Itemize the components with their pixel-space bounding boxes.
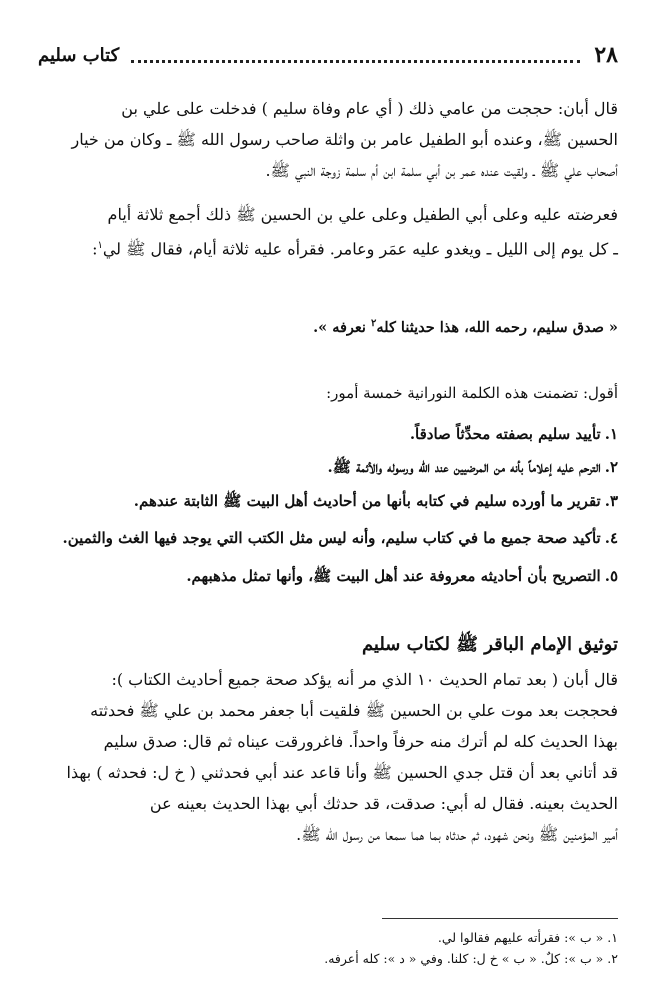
list-item-text: تأكيد صحة جميع ما في كتاب سليم، وأنه ليس مثل الكتب التي يوجد فيها الغث والثمين. [62, 529, 601, 547]
text-line: الحسين ﷺ، وعنده أبو الطفيل عامر بن واثلة صاحب رسول الله ﷺ ـ وكان من خيار [71, 130, 618, 149]
text-line: بهذا الحديث كله لم أترك منه حرفاً واحداً. فاغرورقت عيناه ثم قال: صدق سليم [103, 732, 618, 751]
text-segment: ـ كل يوم إلى الليل ـ ويغدو عليه عمَر وعامر. فقرأه عليه ثلاثة أيام، فقال ﷺ لي [102, 239, 618, 259]
paragraph-intro: أقول: تضمنت هذه الكلمة النورانية خمسة أمور: [326, 384, 618, 402]
list-item-number: ١. [604, 425, 618, 443]
list-item-number: ٥. [604, 567, 618, 585]
footnote-divider [382, 918, 618, 919]
list-item [38, 565, 618, 587]
list-item [38, 527, 618, 549]
list-item-number: ٤. [604, 529, 618, 547]
list-item-number: ٢. [604, 458, 618, 476]
running-header [38, 38, 618, 72]
list-item-text: تأييد سليم بصفته محدِّثاً صادقاً. [409, 425, 601, 443]
paragraph-presentation [38, 199, 618, 264]
list-item-text: الترحم عليه إعلاماً بأنه من المرضيين عند الله ورسوله والأئمة ﷺ. [327, 458, 601, 476]
text-line: فحججت بعد موت علي بن الحسين ﷺ فلقيت أبا جعفر محمد بن علي ﷺ فحدثته [90, 701, 618, 720]
header-leader-dots [131, 48, 580, 63]
footnote: ٢. « ب »: كلٌ. « ب » خ ل: كلنا. وفي « د »: كله أعرفه. [324, 951, 618, 966]
paragraph-baqir-confirmation [38, 664, 618, 850]
text-line: الحديث بعينه. فقال له أبي: صدقت، قد حدثك أبي بهذا الحديث بعينه عن [149, 794, 618, 813]
text-line: فعرضته عليه وعلى أبي الطفيل وعلى علي بن الحسين ﷺ ذلك أجمع ثلاثة أيام [107, 205, 618, 224]
paragraph-aban-hajj [38, 93, 618, 186]
list-item-text: تقرير ما أورده سليم في كتابه بأنها من أحاديث أهل البيت ﷺ الثابتة عندهم. [133, 492, 601, 510]
list-item-text: التصريح بأن أحاديثه معروفة عند أهل البيت ﷺ، وأنها تمثل مذهبهم. [186, 567, 601, 585]
footnote-marker[interactable]: ١ [97, 240, 103, 251]
text-line: قال أبان: حججت من عامي ذلك ( أي عام وفاة سليم ) فدخلت على علي بن [121, 99, 618, 118]
list-item-number: ٣. [604, 492, 618, 510]
text-line: أصحاب علي ﷺ ـ ولقيت عنده عمر بن أبي سلمة ابن أم سلمة زوجة النبي ﷺ. [265, 161, 618, 180]
text-line [38, 230, 618, 264]
text-line: قد أتاني بعد أن قتل جدي الحسين ﷺ وأنا قاعد عند أبي فحدثني ( خ ل: فحدثه ) بهذا [66, 763, 618, 782]
text-segment: : [92, 239, 98, 259]
quote-text: « صدق سليم، رحمه الله، هذا حديثنا كله [376, 318, 618, 336]
quote-text-end: نعرفه ». [313, 318, 366, 336]
footnote-marker[interactable]: ٢ [371, 318, 377, 329]
section-heading: توثيق الإمام الباقر ﷺ لكتاب سليم [361, 634, 618, 655]
quotation [38, 308, 618, 343]
text-line: قال أبان ( بعد تمام الحديث ١٠ الذي مر أنه يؤكد صحة جميع أحاديث الكتاب ): [111, 670, 618, 689]
footnote: ١. « ب »: فقرأته عليهم فقالوا لي. [437, 930, 618, 945]
text-line: أمير المؤمنين ﷺ ونحن شهود، ثم حدثاه بما هما سمعا من رسول الله ﷺ. [296, 825, 618, 844]
page-number: ٢٨ [594, 42, 618, 68]
list-item [38, 456, 618, 478]
list-item [38, 490, 618, 512]
list-item [38, 423, 618, 445]
running-book-title: كتاب سليم [38, 44, 120, 66]
